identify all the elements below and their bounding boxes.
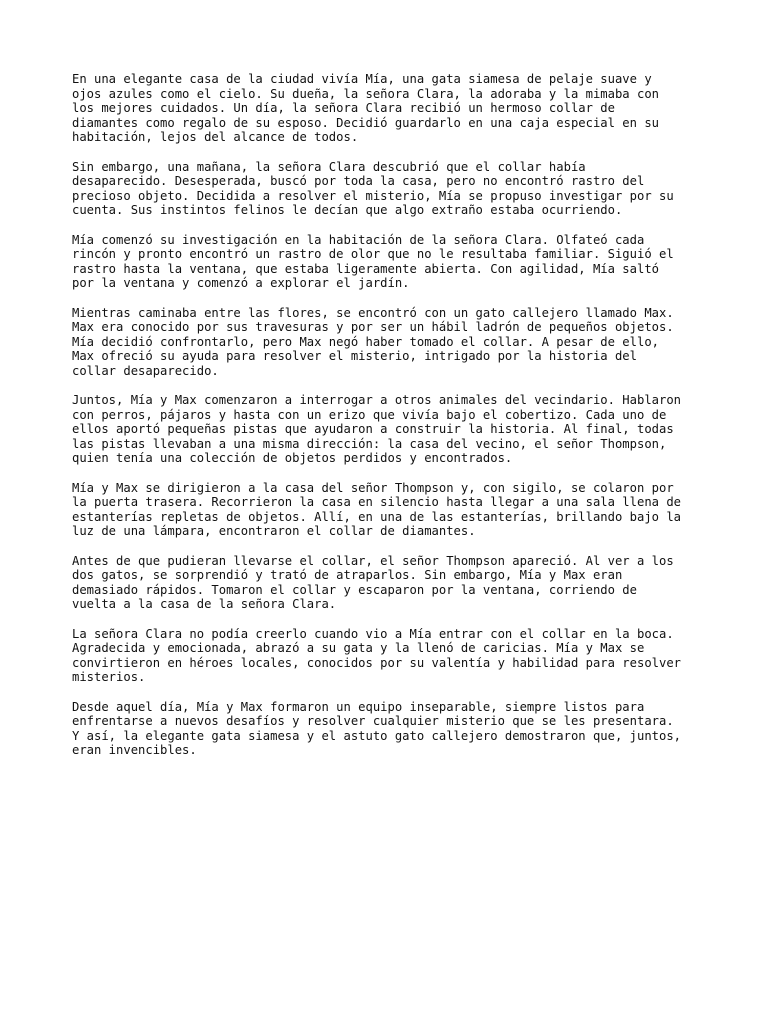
text-line: precioso objeto. Decidida a resolver el misterio, Mía se propuso investigar por su [72, 188, 674, 203]
text-line: Sin embargo, una mañana, la señora Clara descubrió que el collar había [72, 159, 586, 174]
text-line: convirtieron en héroes locales, conocidos por su valentía y habilidad para resolver [72, 655, 682, 670]
text-line: los mejores cuidados. Un día, la señora Clara recibió un hermoso collar de [72, 101, 615, 116]
text-line: vuelta a la casa de la señora Clara. [72, 597, 337, 612]
paragraph-8 [72, 627, 712, 685]
text-line: con perros, pájaros y hasta con un erizo que vivía bajo el cobertizo. Cada uno de [72, 407, 667, 422]
text-line: enfrentarse a nuevos desafíos y resolver cualquier misterio que se les presentara. [72, 714, 674, 729]
paragraph-1 [72, 72, 712, 145]
text-line: luz de una lámpara, encontraron el collar de diamantes. [72, 524, 476, 539]
text-line: Juntos, Mía y Max comenzaron a interrogar a otros animales del vecindario. Hablaron [72, 393, 682, 408]
text-line: rincón y pronto encontró un rastro de olor que no le resultaba familiar. Siguió el [72, 247, 674, 262]
text-line: rastro hasta la ventana, que estaba ligeramente abierta. Con agilidad, Mía saltó [72, 261, 659, 276]
text-line: Max era conocido por sus travesuras y por ser un hábil ladrón de pequeños objetos. [72, 320, 674, 335]
paragraph-3 [72, 233, 712, 291]
document-page [72, 72, 712, 773]
paragraph-6 [72, 481, 712, 539]
text-line: Mientras caminaba entre las flores, se encontró con un gato callejero llamado Max. [72, 305, 674, 320]
text-line: En una elegante casa de la ciudad vivía Mía, una gata siamesa de pelaje suave y [72, 72, 652, 86]
paragraph-7 [72, 554, 712, 612]
text-line: La señora Clara no podía creerlo cuando vio a Mía entrar con el collar en la boca. [72, 626, 674, 641]
paragraph-5 [72, 393, 712, 466]
text-line: las pistas llevaban a una misma dirección: la casa del vecino, el señor Thompson, [72, 436, 667, 451]
text-line: Y así, la elegante gata siamesa y el astuto gato callejero demostraron que, juntos, [72, 728, 682, 743]
text-line: demasiado rápidos. Tomaron el collar y escaparon por la ventana, corriendo de [72, 582, 637, 597]
text-line: Mía decidió confrontarlo, pero Max negó haber tomado el collar. A pesar de ello, [72, 334, 659, 349]
text-line: desaparecido. Desesperada, buscó por toda la casa, pero no encontró rastro del [72, 174, 645, 189]
paragraph-2 [72, 160, 712, 218]
text-line: Antes de que pudieran llevarse el collar, el señor Thompson apareció. Al ver a los [72, 553, 674, 568]
text-line: Max ofreció su ayuda para resolver el misterio, intrigado por la historia del [72, 349, 637, 364]
text-line: ojos azules como el cielo. Su dueña, la señora Clara, la adoraba y la mimaba con [72, 86, 659, 101]
text-line: quien tenía una colección de objetos perdidos y encontrados. [72, 451, 513, 466]
text-line: dos gatos, se sorprendió y trató de atraparlos. Sin embargo, Mía y Max eran [72, 568, 623, 583]
paragraph-4 [72, 306, 712, 379]
text-line: Desde aquel día, Mía y Max formaron un equipo inseparable, siempre listos para [72, 699, 645, 714]
text-line: Mía comenzó su investigación en la habitación de la señora Clara. Olfateó cada [72, 232, 645, 247]
text-line: eran invencibles. [72, 743, 197, 758]
text-line: Mía y Max se dirigieron a la casa del señor Thompson y, con sigilo, se colaron por [72, 480, 674, 495]
text-line: estanterías repletas de objetos. Allí, en una de las estanterías, brillando bajo la [72, 509, 682, 524]
text-line: la puerta trasera. Recorrieron la casa en silencio hasta llegar a una sala llena de [72, 495, 682, 510]
text-line: cuenta. Sus instintos felinos le decían que algo extraño estaba ocurriendo. [72, 203, 623, 218]
text-line: por la ventana y comenzó a explorar el jardín. [72, 276, 410, 291]
text-line: collar desaparecido. [72, 363, 219, 378]
paragraph-9 [72, 700, 712, 758]
text-line: habitación, lejos del alcance de todos. [72, 130, 359, 145]
text-line: diamantes como regalo de su esposo. Decidió guardarlo en una caja especial en su [72, 115, 659, 130]
text-line: ellos aportó pequeñas pistas que ayudaron a construir la historia. Al final, todas [72, 422, 674, 437]
text-line: Agradecida y emocionada, abrazó a su gata y la llenó de caricias. Mía y Max se [72, 641, 645, 656]
text-line: misterios. [72, 670, 146, 685]
